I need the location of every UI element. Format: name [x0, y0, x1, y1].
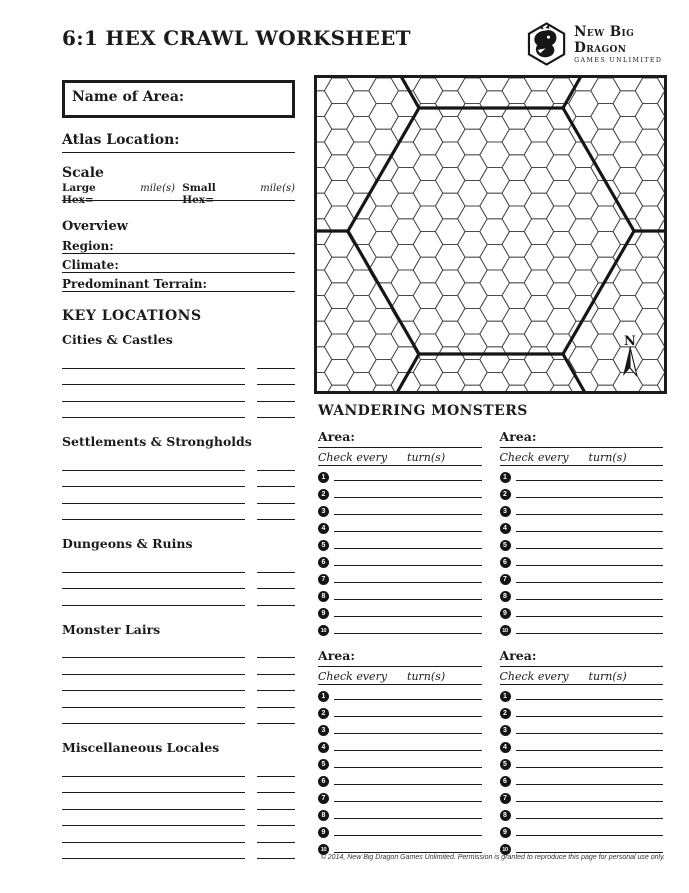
- wandering-monsters-heading: WANDERING MONSTERS: [318, 403, 528, 419]
- left-column: [62, 80, 295, 875]
- monster-entry-row: [318, 702, 482, 719]
- overview-field[interactable]: [62, 254, 295, 273]
- monster-entry-row: [500, 517, 664, 534]
- monster-entry-line[interactable]: [516, 733, 664, 734]
- turns-label: turn(s): [407, 451, 446, 464]
- area-name-field[interactable]: [500, 429, 664, 448]
- monster-entry-line[interactable]: [334, 716, 482, 717]
- monster-entry-line[interactable]: [516, 699, 664, 700]
- atlas-location-label: Atlas Location:: [62, 132, 180, 148]
- monster-entry-row: [318, 534, 482, 551]
- key-location-section: [62, 434, 295, 520]
- monster-entry-row: [500, 736, 664, 753]
- entry-number-badge: 3: [500, 506, 511, 517]
- entry-number-badge: 8: [318, 810, 329, 821]
- entry-number-badge: 8: [500, 810, 511, 821]
- write-in-line[interactable]: [62, 658, 245, 675]
- name-of-area-label: Name of Area:: [72, 89, 185, 105]
- entry-number-badge: 1: [318, 691, 329, 702]
- entry-number-badge: 9: [500, 827, 511, 838]
- entry-number-badge: 6: [318, 776, 329, 787]
- hex-ref-line[interactable]: [257, 487, 295, 504]
- monster-entry-line[interactable]: [334, 835, 482, 836]
- entry-number-badge: 4: [500, 523, 511, 534]
- write-in-row: [62, 826, 295, 843]
- monster-entry-row: [318, 719, 482, 736]
- area-name-field[interactable]: [318, 429, 482, 448]
- entry-number-badge: 6: [318, 557, 329, 568]
- monster-area-block: [318, 648, 482, 855]
- hex-ref-line[interactable]: [257, 658, 295, 675]
- hex-ref-line[interactable]: [257, 504, 295, 521]
- write-in-line[interactable]: [62, 352, 245, 369]
- hex-ref-line[interactable]: [257, 402, 295, 419]
- compass-needle-light: [630, 347, 637, 376]
- write-in-line[interactable]: [62, 556, 245, 573]
- entry-number-badge: 2: [500, 708, 511, 719]
- overview-field-label: Climate:: [62, 258, 119, 272]
- monster-entry-line[interactable]: [516, 582, 664, 583]
- write-in-line[interactable]: [62, 708, 245, 725]
- monster-entry-line[interactable]: [334, 616, 482, 617]
- monster-area-block: [318, 429, 482, 636]
- monster-entry-row: [318, 838, 482, 855]
- monster-entry-row: [500, 719, 664, 736]
- write-in-row: [62, 556, 295, 573]
- monster-entry-line[interactable]: [516, 633, 664, 634]
- write-in-row: [62, 385, 295, 402]
- monster-entry-row: [318, 466, 482, 483]
- write-in-line[interactable]: [62, 642, 245, 659]
- key-location-heading: Dungeons & Ruins: [62, 536, 193, 551]
- hex-ref-line[interactable]: [257, 589, 295, 606]
- write-in-row: [62, 708, 295, 725]
- area-label: Area:: [499, 429, 537, 444]
- monster-entry-line[interactable]: [516, 818, 664, 819]
- check-every-field[interactable]: [500, 448, 664, 466]
- entry-number-badge: 10: [500, 625, 511, 636]
- monster-entry-line[interactable]: [334, 801, 482, 802]
- write-in-line[interactable]: [62, 843, 245, 860]
- entry-number-badge: 6: [500, 776, 511, 787]
- monster-entry-row: [500, 821, 664, 838]
- atlas-location-field[interactable]: [62, 132, 295, 153]
- monster-entry-line[interactable]: [334, 767, 482, 768]
- hex-ref-line[interactable]: [257, 708, 295, 725]
- monster-entry-row: [318, 821, 482, 838]
- monster-entry-row: [500, 568, 664, 585]
- large-hex-unit: mile(s): [140, 183, 176, 194]
- write-in-row: [62, 793, 295, 810]
- write-in-row: [62, 691, 295, 708]
- write-in-row: [62, 487, 295, 504]
- write-in-line[interactable]: [62, 573, 245, 590]
- entry-number-badge: 1: [500, 691, 511, 702]
- entry-number-badge: 2: [500, 489, 511, 500]
- monster-entry-line[interactable]: [516, 852, 664, 853]
- monster-entry-row: [500, 466, 664, 483]
- hex-ref-line[interactable]: [257, 760, 295, 777]
- entry-number-badge: 5: [500, 540, 511, 551]
- monster-entry-row: [318, 804, 482, 821]
- hex-map: [314, 75, 667, 394]
- monster-entry-row: [318, 685, 482, 702]
- turns-label: turn(s): [588, 670, 627, 683]
- check-every-field[interactable]: [500, 667, 664, 685]
- monster-entry-line[interactable]: [516, 548, 664, 549]
- hex-ref-line[interactable]: [257, 573, 295, 590]
- turns-label: turn(s): [588, 451, 627, 464]
- monster-entry-row: [500, 753, 664, 770]
- monster-entry-line[interactable]: [516, 767, 664, 768]
- monster-entry-row: [500, 500, 664, 517]
- monster-entry-row: [500, 770, 664, 787]
- monster-entry-line[interactable]: [334, 497, 482, 498]
- publisher-logo: [527, 22, 689, 66]
- monster-entry-row: [318, 787, 482, 804]
- monster-entry-line[interactable]: [334, 699, 482, 700]
- monster-entry-line[interactable]: [334, 514, 482, 515]
- entry-number-badge: 10: [318, 625, 329, 636]
- key-location-section: [62, 332, 295, 418]
- area-name-field[interactable]: [318, 648, 482, 667]
- monster-entry-row: [318, 483, 482, 500]
- entry-number-badge: 1: [318, 472, 329, 483]
- entry-number-badge: 7: [318, 574, 329, 585]
- area-name-field[interactable]: [500, 648, 664, 667]
- write-in-row: [62, 843, 295, 860]
- area-label: Area:: [318, 429, 355, 444]
- monster-entry-row: [500, 551, 664, 568]
- monster-entry-row: [318, 602, 482, 619]
- entry-number-badge: 5: [318, 540, 329, 551]
- turns-label: turn(s): [407, 670, 446, 683]
- copyright-notice: © 2014, New Big Dragon Games Unlimited. Permission is granted to reproduce this page for personal use only.: [320, 854, 665, 861]
- hex-ref-line[interactable]: [257, 826, 295, 843]
- monster-entry-line[interactable]: [516, 750, 664, 751]
- small-hex-label: Small Hex=: [182, 182, 216, 206]
- overview-heading: Overview: [62, 219, 128, 234]
- write-in-row: [62, 675, 295, 692]
- check-every-label: Check every: [499, 451, 569, 464]
- monster-entry-line[interactable]: [334, 852, 482, 853]
- monster-entry-line[interactable]: [334, 733, 482, 734]
- write-in-line[interactable]: [62, 487, 245, 504]
- key-location-section: [62, 622, 295, 725]
- entry-number-badge: 2: [318, 708, 329, 719]
- monster-area-block: [500, 429, 664, 636]
- monster-entry-line[interactable]: [516, 835, 664, 836]
- hex-ref-line[interactable]: [257, 675, 295, 692]
- monster-entry-row: [500, 804, 664, 821]
- compass-needle-dark: [623, 347, 630, 376]
- write-in-row: [62, 402, 295, 419]
- entry-number-badge: 5: [318, 759, 329, 770]
- monster-entry-row: [318, 500, 482, 517]
- monster-entry-row: [318, 736, 482, 753]
- monster-entry-row: [500, 685, 664, 702]
- hex-ref-line[interactable]: [257, 793, 295, 810]
- write-in-line[interactable]: [62, 777, 245, 794]
- check-every-field[interactable]: [318, 448, 482, 466]
- write-in-row: [62, 760, 295, 777]
- entry-number-badge: 8: [318, 591, 329, 602]
- write-in-line[interactable]: [62, 826, 245, 843]
- entry-number-badge: 2: [318, 489, 329, 500]
- write-in-line[interactable]: [62, 793, 245, 810]
- hex-ref-line[interactable]: [257, 642, 295, 659]
- monster-entry-row: [500, 702, 664, 719]
- monster-entry-row: [318, 568, 482, 585]
- monster-entry-line[interactable]: [334, 531, 482, 532]
- check-every-label: Check every: [318, 670, 388, 683]
- monster-entry-line[interactable]: [516, 565, 664, 566]
- write-in-row: [62, 573, 295, 590]
- scale-heading: Scale: [62, 165, 104, 181]
- write-in-row: [62, 471, 295, 488]
- small-hex-grid: [317, 78, 664, 391]
- monster-entry-line[interactable]: [334, 750, 482, 751]
- area-label: Area:: [318, 648, 355, 663]
- write-in-line[interactable]: [62, 760, 245, 777]
- monster-entry-row: [500, 602, 664, 619]
- hex-ref-line[interactable]: [257, 843, 295, 860]
- monster-entry-line[interactable]: [516, 497, 664, 498]
- entry-number-badge: 3: [318, 506, 329, 517]
- key-locations-sections: [62, 332, 295, 859]
- wandering-monsters-blocks: [318, 429, 663, 855]
- monster-entry-row: [500, 838, 664, 855]
- write-in-line[interactable]: [62, 454, 245, 471]
- monster-entry-line[interactable]: [334, 633, 482, 634]
- write-in-line[interactable]: [62, 810, 245, 827]
- publisher-name: [574, 24, 689, 64]
- monster-entry-row: [318, 551, 482, 568]
- write-in-row: [62, 589, 295, 606]
- entry-number-badge: 10: [318, 844, 329, 855]
- compass: [623, 334, 637, 376]
- key-locations-heading: KEY LOCATIONS: [62, 308, 202, 324]
- write-in-line[interactable]: [62, 589, 245, 606]
- name-of-area-field[interactable]: [62, 80, 295, 118]
- write-in-row: [62, 352, 295, 369]
- monster-entry-line[interactable]: [516, 716, 664, 717]
- entry-number-badge: 9: [318, 608, 329, 619]
- entry-number-badge: 1: [500, 472, 511, 483]
- monster-entry-line[interactable]: [516, 784, 664, 785]
- monster-area-block: [500, 648, 664, 855]
- entry-number-badge: 9: [500, 608, 511, 619]
- monster-entry-line[interactable]: [516, 480, 664, 481]
- hex-ref-line[interactable]: [257, 777, 295, 794]
- write-in-row: [62, 454, 295, 471]
- monster-entry-line[interactable]: [516, 514, 664, 515]
- monster-entry-line[interactable]: [334, 599, 482, 600]
- overview-field[interactable]: [62, 273, 295, 292]
- hex-ref-line[interactable]: [257, 471, 295, 488]
- monster-entry-line[interactable]: [334, 784, 482, 785]
- write-in-line[interactable]: [62, 504, 245, 521]
- entry-number-badge: 8: [500, 591, 511, 602]
- hex-ref-line[interactable]: [257, 369, 295, 386]
- monster-entry-row: [500, 787, 664, 804]
- key-location-heading: Miscellaneous Locales: [62, 740, 220, 755]
- check-every-label: Check every: [499, 670, 569, 683]
- monster-entry-row: [318, 770, 482, 787]
- hex-ref-line[interactable]: [257, 810, 295, 827]
- large-hex-label: Large Hex=: [62, 182, 96, 206]
- monster-entry-line[interactable]: [516, 531, 664, 532]
- write-in-line[interactable]: [62, 675, 245, 692]
- overview-field-label: Region:: [62, 239, 114, 253]
- publisher-name-sub: GAMES UNLIMITED: [574, 57, 663, 64]
- hex-ref-line[interactable]: [257, 556, 295, 573]
- entry-number-badge: 4: [500, 742, 511, 753]
- entry-number-badge: 4: [318, 742, 329, 753]
- monster-entry-line[interactable]: [334, 565, 482, 566]
- entry-number-badge: 7: [500, 574, 511, 585]
- monster-entry-row: [500, 619, 664, 636]
- key-location-section: [62, 740, 295, 859]
- write-in-row: [62, 369, 295, 386]
- entry-number-badge: 5: [500, 759, 511, 770]
- page-title: 6:1 HEX CRAWL WORKSHEET: [62, 26, 411, 50]
- write-in-line[interactable]: [62, 385, 245, 402]
- entry-number-badge: 4: [318, 523, 329, 534]
- write-in-row: [62, 658, 295, 675]
- small-hex-unit: mile(s): [260, 183, 295, 194]
- monster-entry-line[interactable]: [516, 801, 664, 802]
- write-in-line[interactable]: [62, 402, 245, 419]
- entry-number-badge: 3: [500, 725, 511, 736]
- monster-entry-line[interactable]: [516, 616, 664, 617]
- write-in-line[interactable]: [62, 369, 245, 386]
- area-label: Area:: [499, 648, 537, 663]
- hex-ref-line[interactable]: [257, 454, 295, 471]
- monster-entry-line[interactable]: [334, 818, 482, 819]
- entry-number-badge: 9: [318, 827, 329, 838]
- scale-row: [62, 182, 295, 206]
- write-in-row: [62, 642, 295, 659]
- check-every-label: Check every: [318, 451, 388, 464]
- overview-field[interactable]: [62, 235, 295, 254]
- entry-number-badge: 7: [500, 793, 511, 804]
- key-location-heading: Cities & Castles: [62, 332, 173, 347]
- write-in-row: [62, 810, 295, 827]
- entry-number-badge: 10: [500, 844, 511, 855]
- key-location-heading: Settlements & Strongholds: [62, 434, 252, 449]
- hex-map-graphic: [317, 78, 664, 391]
- compass-north-label: N: [624, 334, 636, 349]
- write-in-line[interactable]: [62, 691, 245, 708]
- hex-ref-line[interactable]: [257, 385, 295, 402]
- check-every-field[interactable]: [318, 667, 482, 685]
- monster-entry-row: [500, 483, 664, 500]
- entry-number-badge: 7: [318, 793, 329, 804]
- monster-entry-row: [318, 619, 482, 636]
- hex-ref-line[interactable]: [257, 691, 295, 708]
- publisher-name-main: New Big Dragon: [574, 24, 635, 56]
- dragon-hex-icon: [527, 22, 566, 66]
- monster-entry-line[interactable]: [334, 548, 482, 549]
- monster-entry-line[interactable]: [334, 582, 482, 583]
- monster-entry-line[interactable]: [334, 480, 482, 481]
- monster-entry-row: [318, 753, 482, 770]
- key-location-section: [62, 536, 295, 606]
- monster-entry-row: [500, 585, 664, 602]
- monster-entry-row: [318, 585, 482, 602]
- overview-fields: [62, 235, 295, 292]
- overview-field-label: Predominant Terrain:: [62, 277, 207, 291]
- write-in-row: [62, 504, 295, 521]
- write-in-row: [62, 777, 295, 794]
- monster-entry-row: [500, 534, 664, 551]
- key-location-heading: Monster Lairs: [62, 621, 161, 637]
- monster-entry-row: [318, 517, 482, 534]
- write-in-line[interactable]: [62, 471, 245, 488]
- entry-number-badge: 6: [500, 557, 511, 568]
- hex-ref-line[interactable]: [257, 352, 295, 369]
- entry-number-badge: 3: [318, 725, 329, 736]
- monster-entry-line[interactable]: [516, 599, 664, 600]
- large-hex-overlay: [317, 78, 664, 391]
